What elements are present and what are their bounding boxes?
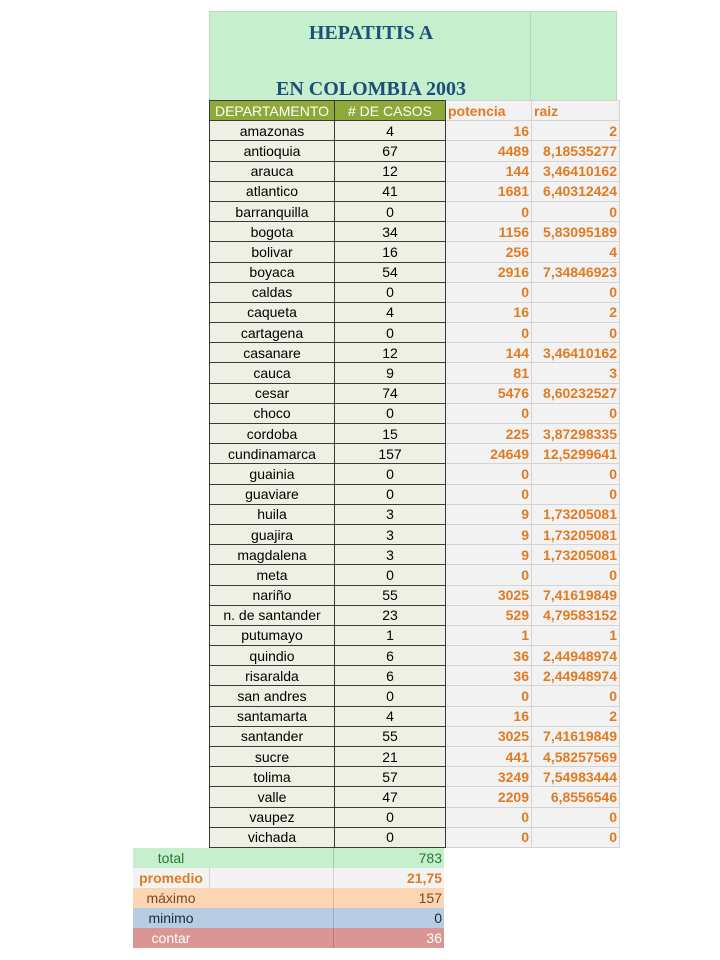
table-row bbox=[210, 646, 620, 666]
table-row bbox=[210, 343, 620, 363]
cell-raiz[interactable]: 0 bbox=[532, 201, 620, 221]
cell-casos[interactable]: 16 bbox=[335, 242, 446, 262]
cell-potencia[interactable]: 3025 bbox=[446, 726, 532, 746]
cell-departamento[interactable]: caqueta bbox=[210, 302, 335, 322]
cell-departamento[interactable]: magdalena bbox=[210, 545, 335, 565]
cell-potencia[interactable]: 3025 bbox=[446, 585, 532, 605]
cell-departamento[interactable]: santander bbox=[210, 726, 335, 746]
cell-raiz[interactable]: 6,40312424 bbox=[532, 181, 620, 201]
banner-divider bbox=[530, 12, 531, 102]
table-row bbox=[210, 424, 620, 444]
cell-potencia[interactable]: 0 bbox=[446, 807, 532, 827]
cell-potencia[interactable]: 1681 bbox=[446, 181, 532, 201]
table-row bbox=[210, 141, 620, 161]
cell-casos[interactable]: 57 bbox=[335, 767, 446, 787]
summary-row-minimo bbox=[133, 908, 444, 928]
cell-casos[interactable]: 4 bbox=[335, 302, 446, 322]
table-row bbox=[210, 747, 620, 767]
table-body bbox=[210, 121, 620, 848]
cell-departamento[interactable]: casanare bbox=[210, 343, 335, 363]
cell-casos[interactable]: 4 bbox=[335, 706, 446, 726]
cell-departamento[interactable]: nariño bbox=[210, 585, 335, 605]
cell-potencia[interactable]: 0 bbox=[446, 403, 532, 423]
cell-raiz[interactable]: 0 bbox=[532, 807, 620, 827]
table-row bbox=[210, 444, 620, 464]
cell-departamento[interactable]: caldas bbox=[210, 282, 335, 302]
table-row bbox=[210, 302, 620, 322]
cell-potencia[interactable]: 0 bbox=[446, 282, 532, 302]
table-row bbox=[210, 161, 620, 181]
cell-departamento[interactable]: atlantico bbox=[210, 181, 335, 201]
summary-value-total[interactable]: 783 bbox=[334, 848, 444, 868]
cell-casos[interactable]: 0 bbox=[335, 201, 446, 221]
summary-empty-cell[interactable] bbox=[209, 908, 334, 928]
cell-departamento[interactable]: cauca bbox=[210, 363, 335, 383]
cell-raiz[interactable]: 1,73205081 bbox=[532, 504, 620, 524]
cell-casos[interactable]: 21 bbox=[335, 747, 446, 767]
cell-raiz[interactable]: 3 bbox=[532, 363, 620, 383]
table-row bbox=[210, 504, 620, 524]
cell-potencia[interactable]: 9 bbox=[446, 524, 532, 544]
cell-potencia[interactable]: 16 bbox=[446, 302, 532, 322]
table-row bbox=[210, 625, 620, 645]
table-row bbox=[210, 726, 620, 746]
summary-empty-cell[interactable] bbox=[209, 888, 334, 908]
table-row bbox=[210, 827, 620, 847]
cell-casos[interactable]: 3 bbox=[335, 524, 446, 544]
table-row bbox=[210, 222, 620, 242]
cell-raiz[interactable]: 1 bbox=[532, 625, 620, 645]
cell-raiz[interactable]: 8,18535277 bbox=[532, 141, 620, 161]
summary-label-contar[interactable]: contar bbox=[133, 928, 209, 948]
cell-casos[interactable]: 6 bbox=[335, 646, 446, 666]
cell-casos[interactable]: 6 bbox=[335, 666, 446, 686]
cell-potencia[interactable]: 256 bbox=[446, 242, 532, 262]
cell-raiz[interactable]: 1,73205081 bbox=[532, 545, 620, 565]
table-row bbox=[210, 403, 620, 423]
table-row bbox=[210, 262, 620, 282]
table-row bbox=[210, 524, 620, 544]
cell-raiz[interactable]: 12,5299641 bbox=[532, 444, 620, 464]
cell-potencia[interactable]: 3249 bbox=[446, 767, 532, 787]
cell-departamento[interactable]: guainia bbox=[210, 464, 335, 484]
cell-departamento[interactable]: cesar bbox=[210, 383, 335, 403]
header-casos[interactable]: # DE CASOS bbox=[335, 101, 446, 121]
cell-casos[interactable]: 157 bbox=[335, 444, 446, 464]
cell-departamento[interactable]: bolivar bbox=[210, 242, 335, 262]
cell-departamento[interactable]: antioquia bbox=[210, 141, 335, 161]
cell-raiz[interactable]: 0 bbox=[532, 464, 620, 484]
cell-departamento[interactable]: choco bbox=[210, 403, 335, 423]
cell-casos[interactable]: 0 bbox=[335, 323, 446, 343]
cell-raiz[interactable]: 0 bbox=[532, 686, 620, 706]
cell-potencia[interactable]: 225 bbox=[446, 424, 532, 444]
cell-casos[interactable]: 0 bbox=[335, 464, 446, 484]
cell-departamento[interactable]: cartagena bbox=[210, 323, 335, 343]
table-row bbox=[210, 686, 620, 706]
summary-label-promedio[interactable]: promedio bbox=[133, 868, 209, 888]
cell-potencia[interactable]: 1156 bbox=[446, 222, 532, 242]
cell-potencia[interactable]: 0 bbox=[446, 565, 532, 585]
table-row bbox=[210, 545, 620, 565]
cell-casos[interactable]: 3 bbox=[335, 504, 446, 524]
cell-casos[interactable]: 0 bbox=[335, 565, 446, 585]
cell-raiz[interactable]: 2,44948974 bbox=[532, 666, 620, 686]
cell-raiz[interactable]: 0 bbox=[532, 282, 620, 302]
header-raiz[interactable]: raiz bbox=[532, 101, 620, 121]
table-row bbox=[210, 242, 620, 262]
cell-departamento[interactable]: guajira bbox=[210, 524, 335, 544]
cell-casos[interactable]: 15 bbox=[335, 424, 446, 444]
summary-label-maximo[interactable]: máximo bbox=[133, 888, 209, 908]
header-departamento[interactable]: DEPARTAMENTO bbox=[210, 101, 335, 121]
summary-row-promedio bbox=[133, 868, 444, 888]
cell-casos[interactable]: 41 bbox=[335, 181, 446, 201]
summary-value-maximo[interactable]: 157 bbox=[334, 888, 444, 908]
cell-casos[interactable]: 0 bbox=[335, 484, 446, 504]
header-potencia[interactable]: potencia bbox=[446, 101, 532, 121]
cell-departamento[interactable]: amazonas bbox=[210, 121, 335, 141]
cell-potencia[interactable]: 36 bbox=[446, 646, 532, 666]
cell-departamento[interactable]: boyaca bbox=[210, 262, 335, 282]
cell-potencia[interactable]: 9 bbox=[446, 504, 532, 524]
summary-empty-cell[interactable] bbox=[209, 868, 334, 888]
summary-label-minimo[interactable]: minimo bbox=[133, 908, 209, 928]
table-row bbox=[210, 767, 620, 787]
cell-departamento[interactable]: meta bbox=[210, 565, 335, 585]
table-row bbox=[210, 807, 620, 827]
cell-departamento[interactable]: barranquilla bbox=[210, 201, 335, 221]
cell-raiz[interactable]: 2 bbox=[532, 302, 620, 322]
table-row bbox=[210, 282, 620, 302]
cell-casos[interactable]: 9 bbox=[335, 363, 446, 383]
cell-raiz[interactable]: 7,34846923 bbox=[532, 262, 620, 282]
cell-potencia[interactable]: 16 bbox=[446, 706, 532, 726]
cell-departamento[interactable]: santamarta bbox=[210, 706, 335, 726]
cell-potencia[interactable]: 0 bbox=[446, 201, 532, 221]
cell-departamento[interactable]: valle bbox=[210, 787, 335, 807]
summary-empty-cell[interactable] bbox=[209, 928, 334, 948]
cell-casos[interactable]: 0 bbox=[335, 686, 446, 706]
cell-potencia[interactable]: 2209 bbox=[446, 787, 532, 807]
cell-casos[interactable]: 0 bbox=[335, 807, 446, 827]
table-row bbox=[210, 464, 620, 484]
cell-potencia[interactable]: 4489 bbox=[446, 141, 532, 161]
cell-raiz[interactable]: 0 bbox=[532, 827, 620, 847]
cell-casos[interactable]: 34 bbox=[335, 222, 446, 242]
cell-raiz[interactable]: 5,83095189 bbox=[532, 222, 620, 242]
cell-potencia[interactable]: 0 bbox=[446, 464, 532, 484]
cell-raiz[interactable]: 6,8556546 bbox=[532, 787, 620, 807]
cell-departamento[interactable]: huila bbox=[210, 504, 335, 524]
table-row bbox=[210, 181, 620, 201]
cell-departamento[interactable]: quindio bbox=[210, 646, 335, 666]
cell-casos[interactable]: 23 bbox=[335, 605, 446, 625]
cell-raiz[interactable]: 0 bbox=[532, 565, 620, 585]
cell-potencia[interactable]: 24649 bbox=[446, 444, 532, 464]
cell-raiz[interactable]: 7,54983444 bbox=[532, 767, 620, 787]
cell-casos[interactable]: 0 bbox=[335, 282, 446, 302]
cell-raiz[interactable]: 2,44948974 bbox=[532, 646, 620, 666]
cell-departamento[interactable]: n. de santander bbox=[210, 605, 335, 625]
cell-raiz[interactable]: 0 bbox=[532, 403, 620, 423]
summary-value-contar[interactable]: 36 bbox=[334, 928, 444, 948]
cell-casos[interactable]: 54 bbox=[335, 262, 446, 282]
summary-value-promedio[interactable]: 21,75 bbox=[334, 868, 444, 888]
cell-casos[interactable]: 55 bbox=[335, 726, 446, 746]
cell-departamento[interactable]: putumayo bbox=[210, 625, 335, 645]
cell-casos[interactable]: 0 bbox=[335, 403, 446, 423]
cell-departamento[interactable]: vichada bbox=[210, 827, 335, 847]
cell-departamento[interactable]: cordoba bbox=[210, 424, 335, 444]
cell-raiz[interactable]: 2 bbox=[532, 706, 620, 726]
cell-departamento[interactable]: sucre bbox=[210, 747, 335, 767]
cell-raiz[interactable]: 4,79583152 bbox=[532, 605, 620, 625]
title-banner bbox=[209, 11, 617, 101]
cell-casos[interactable]: 12 bbox=[335, 343, 446, 363]
cell-raiz[interactable]: 3,46410162 bbox=[532, 343, 620, 363]
cell-potencia[interactable]: 1 bbox=[446, 625, 532, 645]
cell-raiz[interactable]: 7,41619849 bbox=[532, 726, 620, 746]
cell-raiz[interactable]: 0 bbox=[532, 323, 620, 343]
table-row bbox=[210, 666, 620, 686]
cell-casos[interactable]: 67 bbox=[335, 141, 446, 161]
cell-potencia[interactable]: 2916 bbox=[446, 262, 532, 282]
cell-raiz[interactable]: 4,58257569 bbox=[532, 747, 620, 767]
cell-potencia[interactable]: 36 bbox=[446, 666, 532, 686]
cell-departamento[interactable]: risaralda bbox=[210, 666, 335, 686]
cell-raiz[interactable]: 3,46410162 bbox=[532, 161, 620, 181]
table-row bbox=[210, 363, 620, 383]
summary-row-contar bbox=[133, 928, 444, 948]
table-row bbox=[210, 565, 620, 585]
cell-potencia[interactable]: 144 bbox=[446, 343, 532, 363]
cell-casos[interactable]: 1 bbox=[335, 625, 446, 645]
cell-potencia[interactable]: 5476 bbox=[446, 383, 532, 403]
cell-potencia[interactable]: 9 bbox=[446, 545, 532, 565]
cell-departamento[interactable]: tolima bbox=[210, 767, 335, 787]
cell-departamento[interactable]: cundinamarca bbox=[210, 444, 335, 464]
cell-potencia[interactable]: 529 bbox=[446, 605, 532, 625]
cell-raiz[interactable]: 7,41619849 bbox=[532, 585, 620, 605]
cell-potencia[interactable]: 0 bbox=[446, 484, 532, 504]
cell-departamento[interactable]: san andres bbox=[210, 686, 335, 706]
cell-potencia[interactable]: 0 bbox=[446, 686, 532, 706]
table-row bbox=[210, 323, 620, 343]
summary-block bbox=[133, 848, 444, 948]
title-line-2: EN COLOMBIA 2003 bbox=[275, 78, 467, 100]
summary-value-minimo[interactable]: 0 bbox=[334, 908, 444, 928]
cell-casos[interactable]: 74 bbox=[335, 383, 446, 403]
table-row bbox=[210, 201, 620, 221]
cell-raiz[interactable]: 3,87298335 bbox=[532, 424, 620, 444]
cell-raiz[interactable]: 4 bbox=[532, 242, 620, 262]
cell-potencia[interactable]: 0 bbox=[446, 827, 532, 847]
cell-casos[interactable]: 0 bbox=[335, 827, 446, 847]
title-line-1: HEPATITIS A bbox=[308, 22, 434, 44]
cell-raiz[interactable]: 1,73205081 bbox=[532, 524, 620, 544]
table-row bbox=[210, 706, 620, 726]
cell-potencia[interactable]: 144 bbox=[446, 161, 532, 181]
cell-casos[interactable]: 12 bbox=[335, 161, 446, 181]
cell-raiz[interactable]: 8,60232527 bbox=[532, 383, 620, 403]
summary-row-total bbox=[133, 848, 444, 868]
table-row bbox=[210, 383, 620, 403]
cell-casos[interactable]: 55 bbox=[335, 585, 446, 605]
cell-potencia[interactable]: 441 bbox=[446, 747, 532, 767]
cases-table bbox=[209, 100, 620, 848]
cell-departamento[interactable]: bogota bbox=[210, 222, 335, 242]
cell-casos[interactable]: 3 bbox=[335, 545, 446, 565]
summary-row-maximo bbox=[133, 888, 444, 908]
cell-casos[interactable]: 47 bbox=[335, 787, 446, 807]
table-row bbox=[210, 585, 620, 605]
table-row bbox=[210, 484, 620, 504]
cell-raiz[interactable]: 2 bbox=[532, 121, 620, 141]
cell-potencia[interactable]: 81 bbox=[446, 363, 532, 383]
cell-departamento[interactable]: guaviare bbox=[210, 484, 335, 504]
cell-departamento[interactable]: vaupez bbox=[210, 807, 335, 827]
table-row bbox=[210, 605, 620, 625]
cell-potencia[interactable]: 16 bbox=[446, 121, 532, 141]
cell-casos[interactable]: 4 bbox=[335, 121, 446, 141]
cell-raiz[interactable]: 0 bbox=[532, 484, 620, 504]
cell-potencia[interactable]: 0 bbox=[446, 323, 532, 343]
header-row bbox=[210, 101, 620, 121]
table-row bbox=[210, 121, 620, 141]
summary-label-total[interactable]: total bbox=[133, 848, 209, 868]
table-row bbox=[210, 787, 620, 807]
summary-empty-cell[interactable] bbox=[209, 848, 334, 868]
cell-departamento[interactable]: arauca bbox=[210, 161, 335, 181]
